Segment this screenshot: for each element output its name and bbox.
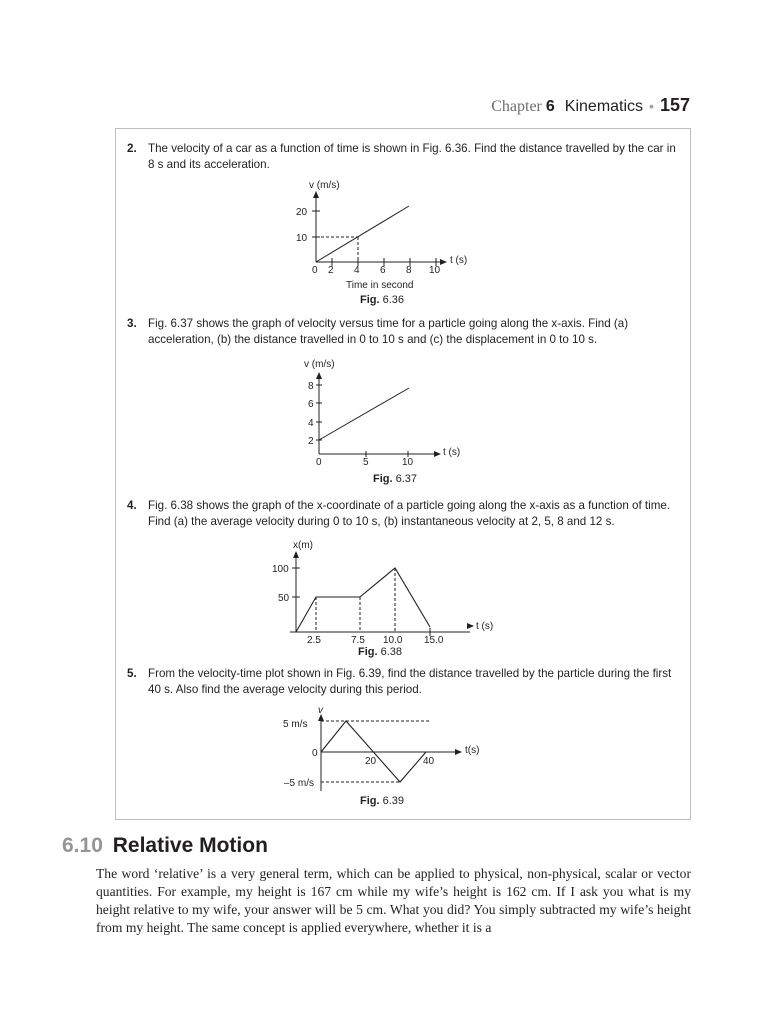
y-tick-label: 20 (296, 207, 308, 218)
figure-caption (360, 294, 404, 306)
header-separator: • (649, 98, 654, 114)
y-axis-label: v (m/s) (309, 180, 340, 191)
y-axis-label: v (318, 705, 323, 716)
running-header (491, 95, 690, 116)
question-3 (127, 316, 679, 348)
figure-6-39 (280, 703, 500, 795)
fig-number: 6.36 (382, 294, 405, 306)
velocity-line (316, 206, 409, 262)
x-tick-label: 15.0 (424, 635, 444, 646)
fig-label: Fig. (360, 795, 380, 807)
figure-6-37 (290, 355, 480, 470)
y-axis-arrow (313, 191, 319, 198)
y-tick-label: 10 (296, 233, 308, 244)
question-number: 5. (127, 667, 137, 680)
x-tick-label: 10 (429, 265, 441, 276)
question-text: The velocity of a car as a function of time is shown in Fig. 6.36. Find the distance travelled by the car in 8 s and its acceleration. (148, 142, 676, 171)
x-tick-label: 6 (380, 265, 386, 276)
page-number: 157 (659, 95, 690, 115)
section-title: Relative Motion (112, 834, 268, 857)
x-tick-label: 2.5 (307, 635, 321, 646)
x-tick-label: 10.0 (383, 635, 403, 646)
x-tick-label: 10 (402, 457, 414, 468)
figure-caption (373, 473, 417, 485)
section-body-paragraph: The word ‘relative’ is a very general term, which can be applied to physical, non-physical, scalar or vector quantities. For example, my height is 167 cm while my wife’s height is 162 cm. If I ask you what is my height relative to my wife, your answer will be 5 cm. What you did? You simply subtracted my wife’s height from my height. The same concept is applied everywhere, whether it is a (96, 866, 691, 935)
y-tick-label: 8 (308, 381, 314, 392)
fig-number: 6.37 (395, 473, 418, 485)
x-tick-label: 4 (354, 265, 360, 276)
figure-6-36 (280, 176, 480, 311)
figure-caption (360, 795, 404, 807)
x-tick-label: 0 (312, 265, 318, 276)
figure-caption (358, 646, 402, 658)
y-tick-label: 0 (312, 748, 318, 759)
y-axis-label: v (m/s) (304, 359, 335, 370)
fig-label: Fig. (373, 473, 393, 485)
fig-label: Fig. (360, 294, 380, 306)
question-4 (127, 498, 679, 530)
section-heading (62, 834, 268, 858)
chapter-word: Chapter (491, 98, 542, 115)
question-number: 2. (127, 142, 137, 155)
figure-6-38 (268, 535, 508, 647)
y-tick-label: 100 (272, 564, 289, 575)
x-tick-label: 7.5 (351, 635, 365, 646)
time-axis-caption: Time in second (346, 280, 414, 291)
x-axis-label: t (s) (476, 621, 494, 632)
y-tick-label: –5 m/s (284, 778, 315, 789)
y-tick-label: 6 (308, 399, 314, 410)
y-tick-label: 5 m/s (283, 719, 308, 730)
y-tick-label: 50 (278, 593, 290, 604)
question-5 (127, 666, 679, 698)
x-tick-label: 0 (316, 457, 322, 468)
x-axis-label: t (s) (450, 255, 468, 266)
question-number: 4. (127, 499, 137, 512)
y-tick-label: 4 (308, 418, 314, 429)
question-2 (127, 141, 679, 173)
velocity-line (319, 388, 409, 440)
chapter-title: Kinematics (564, 98, 644, 115)
chapter-number: 6 (545, 98, 555, 115)
fig-number: 6.38 (380, 646, 403, 658)
x-axis-arrow (467, 623, 474, 629)
x-tick-label: 2 (328, 265, 334, 276)
x-axis-arrow (434, 451, 441, 457)
fig-label: Fig. (358, 646, 378, 658)
question-number: 3. (127, 317, 137, 330)
fig-number: 6.39 (382, 795, 405, 807)
y-axis-arrow (316, 372, 322, 379)
x-axis-label: t(s) (465, 745, 480, 756)
x-axis-arrow (455, 749, 462, 755)
section-number: 6.10 (62, 834, 103, 857)
x-axis-arrow (440, 259, 447, 265)
x-tick-label: 5 (363, 457, 369, 468)
question-text: Fig. 6.37 shows the graph of velocity versus time for a particle going along the x-axis. Find (a) acceleration, (b) the distance travelled in 0 to 10 s and (c) the displacement in 0 to 10 s. (148, 317, 629, 346)
y-axis-arrow (293, 551, 299, 558)
x-axis-label: t (s) (443, 447, 461, 458)
question-text: Fig. 6.38 shows the graph of the x-coordinate of a particle going along the x-axis as a function of time. Find (a) the average velocity during 0 to 10 s, (b) instantaneous velocity at 2, 5, 8 and 12 s. (148, 499, 671, 528)
question-text: From the velocity-time plot shown in Fig. 6.39, find the distance travelled by the particle during the first 40 s. Also find the average velocity during this period. (148, 667, 672, 696)
y-tick-label: 2 (308, 436, 314, 447)
x-tick-label: 40 (423, 756, 435, 767)
y-axis-label: x(m) (293, 540, 313, 551)
x-tick-label: 8 (406, 265, 412, 276)
x-tick-label: 20 (365, 756, 377, 767)
